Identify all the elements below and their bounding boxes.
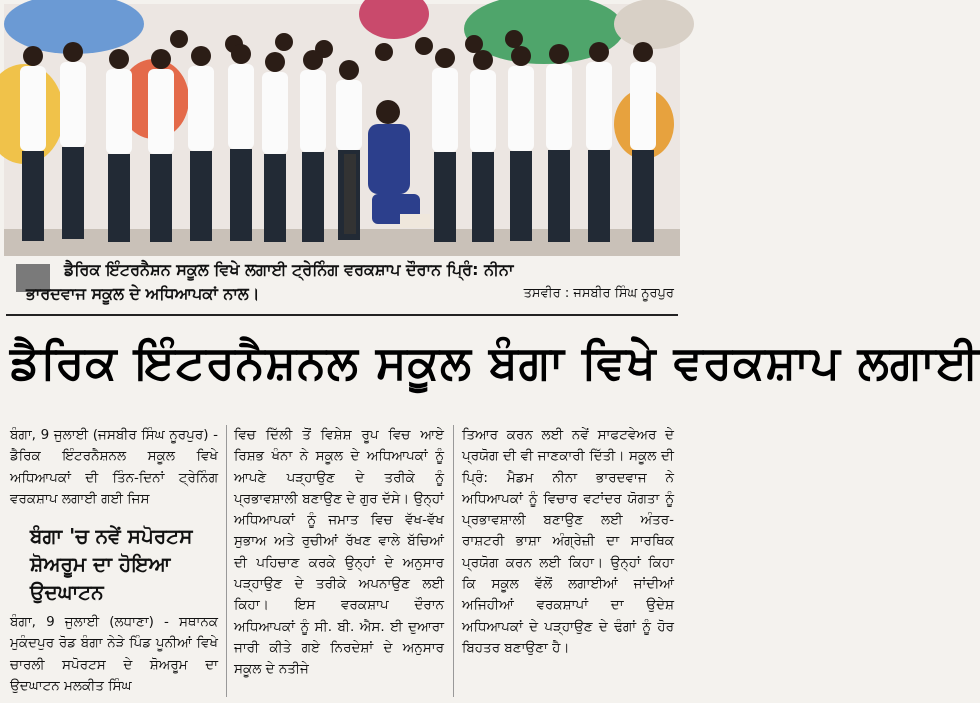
column-1 <box>10 425 218 697</box>
sub-headline: ਬੰਗਾ 'ਚ ਨਵੇਂ ਸਪੋਰਟਸ ਸ਼ੋਅਰੂਮ ਦਾ ਹੋਇਆ ਉਦਘਾਟਨ <box>30 524 193 605</box>
column-divider <box>453 425 454 697</box>
article-paragraph: ਵਿਚ ਦਿੱਲੀ ਤੋਂ ਵਿਸ਼ੇਸ਼ ਰੂਪ ਵਿਚ ਆਏ ਰਿਸ਼ਭ ਖੰਨਾ ਨੇ ਸਕੂਲ ਦੇ ਅਧਿਆਪਕਾਂ ਨੂੰ ਆਪਣੇ ਪੜ੍ਹਾਉਣ ਦੇ ਤਰੀਕੇ ਨੂੰ ਪ੍ਰਭਾਵਸ਼ਾਲੀ ਬਣਾਉਣ ਦੇ ਗੁਰ ਦੱਸੇ। ਉਨ੍ਹਾਂ ਅਧਿਆਪਕਾਂ ਨੂੰ ਜਮਾਤ ਵਿਚ ਵੱਖ-ਵੱਖ ਸੁਭਾਅ ਅਤੇ ਰੁਚੀਆਂ ਰੱਖਣ ਵਾਲੇ ਬੱਚਿਆਂ ਦੀ ਪਹਿਚਾਣ ਕਰਕੇ ਉਨ੍ਹਾਂ ਦੇ ਅਨੁਸਾਰ ਪੜ੍ਹਾਉਣ ਦੇ ਤਰੀਕੇ ਅਪਨਾਉਣ ਲਈ ਕਿਹਾ। ਇਸ ਵਰਕਸ਼ਾਪ ਦੌਰਾਨ ਅਧਿਆਪਕਾਂ ਨੂੰ ਸੀ. ਬੀ. ਐਸ. ਈ ਦੁਆਰਾ ਜਾਰੀ ਕੀਤੇ ਗਏ ਨਿਰਦੇਸ਼ਾਂ ਦੇ ਅਨੁਸਾਰ ਸਕੂਲ ਦੇ ਨਤੀਜੇ <box>234 427 444 678</box>
group-photo <box>4 4 680 256</box>
article-paragraph: ਤਿਆਰ ਕਰਨ ਲਈ ਨਵੇਂ ਸਾਫਟਵੇਅਰ ਦੇ ਪ੍ਰਯੋਗ ਦੀ ਵੀ ਜਾਣਕਾਰੀ ਦਿੱਤੀ। ਸਕੂਲ ਦੀ ਪ੍ਰਿੰ: ਮੈਡਮ ਨੀਨਾ ਭਾਰਦਵਾਜ ਨੇ ਅਧਿਆਪਕਾਂ ਨੂੰ ਵਿਚਾਰ ਵਟਾਂਦਰ ਯੋਗਤਾ ਨੂੰ ਪ੍ਰਭਾਵਸ਼ਾਲੀ ਬਣਾਉਣ ਲਈ ਅੰਤਰ-ਰਾਸ਼ਟਰੀ ਭਾਸ਼ਾ ਅੰਗ੍ਰੇਜ਼ੀ ਦਾ ਸਾਰਥਿਕ ਪ੍ਰਯੋਗ ਕਰਨ ਲਈ ਕਿਹਾ। ਉਨ੍ਹਾਂ ਕਿਹਾ ਕਿ ਸਕੂਲ ਵੱਲੋਂ ਲਗਾਈਆਂ ਜਾਂਦੀਆਂ ਅਜਿਹੀਆਂ ਵਰਕਸ਼ਾਪਾਂ ਦਾ ਉਦੇਸ਼ ਅਧਿਆਪਕਾਂ ਦੇ ਪੜ੍ਹਾਉਣ ਦੇ ਢੰਗਾਂ ਨੂੰ ਹੋਰ ਬਿਹਤਰ ਬਣਾਉਣਾ ਹੈ। <box>462 427 674 656</box>
headline: ਡੈਰਿਕ ਇੰਟਰਨੈਸ਼ਨਲ ਸਕੂਲ ਬੰਗਾ ਵਿਖੇ ਵਰਕਸ਼ਾਪ ਲਗਾਈ <box>10 335 980 389</box>
article-paragraph: ਬੰਗਾ, 9 ਜੁਲਾਈ (ਲਧਾਣਾ) - ਸਥਾਨਕ ਮੁਕੰਦਪੁਰ ਰੋਡ ਬੰਗਾ ਨੇੜੇ ਪਿੰਡ ਪੂਨੀਆਂ ਵਿਖੇ ਚਾਰਲੀ ਸਪੋਰਟਸ ਦੇ ਸ਼ੋਅਰੂਮ ਦਾ ਉਦਘਾਟਨ ਮਲਕੀਤ ਸਿੰਘ <box>10 614 218 695</box>
caption-line-2: ਭਾਰਦਵਾਜ ਸਕੂਲ ਦੇ ਅਧਿਆਪਕਾਂ ਨਾਲ। <box>26 284 260 303</box>
column-divider <box>226 425 227 697</box>
column-3 <box>462 425 674 659</box>
column-2 <box>234 425 444 681</box>
caption-line-1: ਡੈਰਿਕ ਇੰਟਰਨੈਸ਼ਨ ਸਕੂਲ ਵਿਖੇ ਲਗਾਈ ਟ੍ਰੇਨਿੰਗ ਵਰਕਸ਼ਾਪ ਦੌਰਾਨ ਪ੍ਰਿੰ: ਨੀਨਾ <box>64 260 514 279</box>
group-photo-illustration <box>4 4 680 256</box>
photo-credit: ਤਸਵੀਰ : ਜਸਬੀਰ ਸਿੰਘ ਨੂਰਪੁਰ <box>523 286 674 301</box>
caption-divider <box>6 314 678 316</box>
article-paragraph: ਬੰਗਾ, 9 ਜੁਲਾਈ (ਜਸਬੀਰ ਸਿੰਘ ਨੂਰਪੁਰ) - ਡੈਰਿਕ ਇੰਟਰਨੈਸ਼ਨਲ ਸਕੂਲ ਵਿਖੇ ਅਧਿਆਪਕਾਂ ਦੀ ਤਿੰਨ-ਦਿਨਾਂ ਟ੍ਰੇਨਿੰਗ ਵਰਕਸ਼ਾਪ ਲਗਾਈ ਗਈ ਜਿਸ <box>10 427 218 507</box>
photo-caption <box>6 258 678 310</box>
